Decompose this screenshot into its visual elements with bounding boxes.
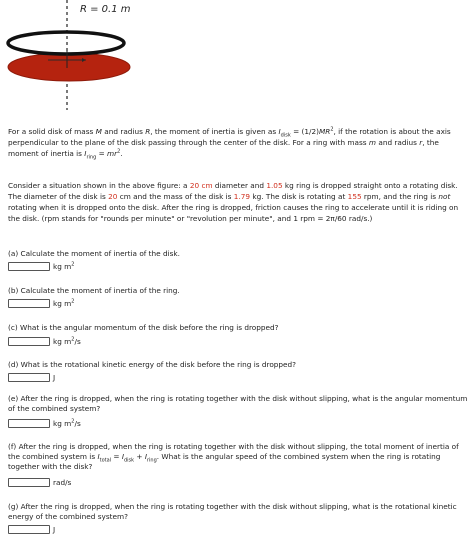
question-f: (f) After the ring is dropped, when the ring is rotating together with the disk without slipping, the total moment of inertia of the combined system is $I_{total} = I_{disk} + I_{ring}$. What is the angular speed of the combined system when the ring is rotating together with the disk?: [8, 442, 459, 471]
unit-b: kg $m^2$: [53, 298, 75, 308]
scenario-paragraph: Consider a situation shown in the above figure: a 20 cm diameter and 1.05 kg ring is dropped straight onto a rotating disk. The diameter of the disk is 20 cm and the mass of the disk is 1.79 kg. The disk is rotating at 155 rpm, and the ring is not rotating when it is dropped onto the disk. After the ring is dropped, friction causes the ring to accelerate until it is riding on the disk. (rpm stands for "rounds per minute" or "revolution per minute", and 1 rpm = 2π/60 rad/s.): [8, 181, 459, 223]
ring-shape: [8, 32, 124, 54]
answer-input-b[interactable]: [8, 299, 50, 308]
question-g: (g) After the ring is dropped, when the ring is rotating together with the disk without slipping, what is the rotational kinetic energy of the combined system?: [8, 502, 457, 521]
answer-row-e: [8, 418, 81, 428]
disk-shape: [8, 53, 130, 81]
answer-input-f[interactable]: [8, 478, 50, 487]
answer-input-a[interactable]: [8, 262, 50, 271]
answer-input-g[interactable]: [8, 525, 50, 534]
unit-f: rad/s: [53, 477, 72, 487]
answer-input-e[interactable]: [8, 419, 50, 428]
rpm-value: 155: [347, 192, 362, 201]
unit-e: kg $m^2/s$: [53, 418, 81, 428]
ring-diameter-value: 20 cm: [189, 181, 213, 190]
answer-row-b: [8, 298, 74, 308]
ring-disk-figure: [0, 0, 474, 112]
unit-a: kg $m^2$: [53, 261, 75, 271]
question-d: (d) What is the rotational kinetic energy of the disk before the ring is dropped?: [8, 360, 297, 369]
answer-row-a: [8, 261, 74, 271]
answer-row-c: [8, 336, 81, 346]
disk-mass-value: 1.79: [233, 192, 251, 201]
question-c: (c) What is the angular momentum of the disk before the ring is dropped?: [8, 323, 279, 332]
question-e: (e) After the ring is dropped, when the ring is rotating together with the disk without slipping, what is the angular momentum of the combined system?: [8, 394, 468, 413]
disk-diameter-value: 20: [108, 192, 118, 201]
question-a: (a) Calculate the moment of inertia of the disk.: [8, 249, 180, 258]
answer-input-c[interactable]: [8, 337, 50, 346]
unit-c: kg $m^2/s$: [53, 336, 81, 346]
unit-d: J: [53, 372, 56, 382]
answer-row-f: [8, 477, 71, 487]
answer-row-d: [8, 372, 55, 382]
radius-label: R = 0.1 m: [80, 4, 131, 15]
answer-input-d[interactable]: [8, 373, 50, 382]
answer-row-g: [8, 524, 55, 534]
unit-g: J: [53, 524, 56, 534]
question-b: (b) Calculate the moment of inertia of the ring.: [8, 286, 180, 295]
ring-mass-value: 1.05: [266, 181, 283, 190]
intro-paragraph: For a solid disk of mass M and radius R, the moment of inertia is given as $I_{disk} = (1/2)MR^2$, if the rotation is about the axis perpendicular to the plane of the disk passing through the center of the disk. For a ring with mass m and radius r, the moment of inertia is $I_{ring} = mr^2$.: [8, 126, 451, 161]
